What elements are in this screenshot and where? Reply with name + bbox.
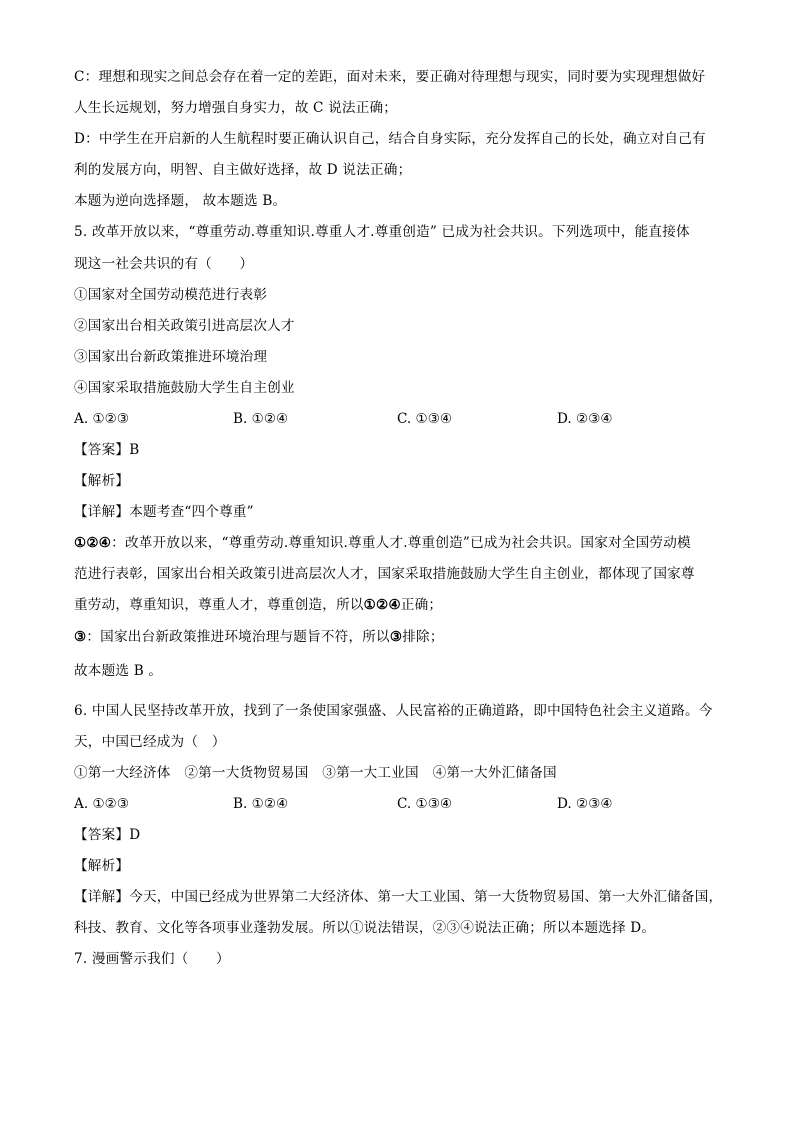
q4-c-line2: 人生长远规划，努力增强自身实力，故 C 说法正确； [74,100,398,116]
q6-stem-line1: 6. 中国人民坚持改革开放，找到了一条使国家强盛、人民富裕的正确道路，即中国特色社会主义道路。今 [74,703,713,719]
q5-analysis-label: 【解析】 [74,473,130,489]
q5-option-c: C. ①③④ [397,411,453,427]
q5-option-a: A. ①②③ [74,411,130,427]
q6-option-c: C. ①③④ [397,796,453,812]
q4-conclusion: 本题为逆向选择题， 故本题选 B。 [74,193,287,209]
q6-detail-text: 今天，中国已经成为世界第二大经济体、第一大工业国、第一大货物贸易国、第一大外汇储备国， [129,889,723,905]
q5-p2-bold2: ③ [389,629,403,645]
q5-p2 [74,627,444,647]
q6-answer-label: 【答案】 [74,827,130,843]
q5-p1-line2: 范进行表彰，国家出台相关政策引进高层次人才，国家采取措施鼓励大学生自主创业，都体现了国家尊 [74,566,695,582]
q5-item-2: ②国家出台相关政策引进高层次人才 [74,318,295,334]
q5-p2-bold: ③ [74,629,87,645]
q6-answer-value: D [129,827,141,843]
q6-items: ①第一大经济体 ②第一大货物贸易国 ③第一大工业国 ④第一大外汇储备国 [74,765,557,781]
q5-p2-text-b: 排除； [402,629,444,645]
q6-detail-label: 【详解】 [74,889,130,905]
q5-answer [74,440,139,460]
q6-detail-line1 [74,887,722,907]
q5-conclusion: 故本题选 B 。 [74,663,163,679]
q5-item-1: ①国家对全国劳动模范进行表彰 [74,287,268,303]
q6-option-b: B. ①②④ [233,796,289,812]
q6-detail-line2: 科技、教育、文化等各项事业蓬勃发展。所以①说法错误，②③④说法正确；所以本题选择 D。 [74,920,656,936]
q5-answer-label: 【答案】 [74,442,130,458]
q7-stem: 7. 漫画警示我们（ ） [74,951,230,967]
q5-p1-line3-a: 重劳动，尊重知识，尊重人才，尊重创造，所以 [74,597,364,613]
q5-p1-line3-bold: ①②④ [363,597,401,613]
q5-item-3: ③国家出台新政策推进环境治理 [74,349,268,365]
q5-option-b: B. ①②④ [233,411,289,427]
q5-stem-line1: 5. 改革开放以来，“尊重劳动.尊重知识.尊重人才.尊重创造” 已成为社会共识。下列选项中，能直接体 [74,224,690,240]
q6-option-d: D. ②③④ [557,796,613,812]
q5-detail-label: 【详解】 [74,504,130,520]
q6-option-a: A. ①②③ [74,796,130,812]
q4-c-line1: C：理想和现实之间总会存在着一定的差距，面对未来，要正确对待理想与现实，同时要为实现理想做好 [74,69,706,85]
q5-p1-bold: ①②④ [74,535,112,551]
q5-stem-line2: 现这一社会共识的有（ ） [74,256,254,272]
q5-p1-line3-b: 正确； [400,597,443,613]
q5-item-4: ④国家采取措施鼓励大学生自主创业 [74,380,295,396]
q5-answer-value: B [129,442,140,458]
q4-d-line2: 利的发展方向，明智、自主做好选择，故 D 说法正确； [74,162,412,178]
q5-detail-text: 本题考查“四个尊重” [129,504,254,520]
q5-p2-text-a: ：国家出台新政策推进环境治理与题旨不符，所以 [86,629,390,645]
q5-p1-text: ：改革开放以来，“尊重劳动.尊重知识.尊重人才.尊重创造”已成为社会共识。国家对全国劳动模 [111,535,691,551]
q5-p1-line1 [74,533,691,553]
q5-detail [74,502,254,522]
q5-p1-line3 [74,595,442,615]
q5-option-d: D. ②③④ [557,411,613,427]
q6-analysis-label: 【解析】 [74,858,130,874]
q6-stem-line2: 天，中国已经成为（ ） [74,734,226,750]
q6-answer [74,825,140,845]
q4-d-line1: D：中学生在开启新的人生航程时要正确认识自己，结合自身实际，充分发挥自己的长处，确立对自己有 [74,131,706,147]
